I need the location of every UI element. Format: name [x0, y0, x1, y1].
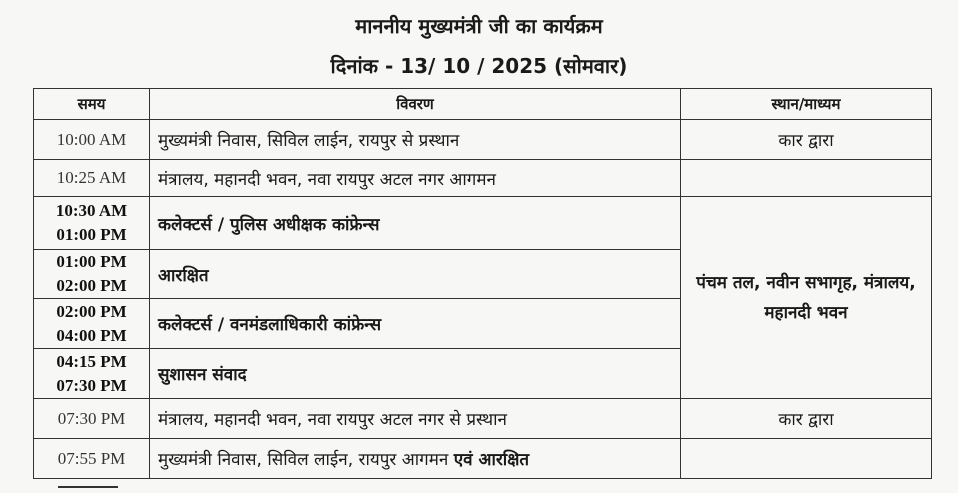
table-row — [34, 160, 932, 197]
description-cell: कलेक्टर्स / वनमंडलाधिकारी कांफ्रेन्स — [150, 299, 681, 349]
time-cell: 01:00 PM 02:00 PM — [34, 250, 150, 299]
table-row — [34, 120, 932, 160]
place-cell: पंचम तल, नवीन सभागृह, मंत्रालय, महानदी भवन — [681, 197, 932, 399]
description-cell: मंत्रालय, महानदी भवन, नवा रायपुर अटल नगर से प्रस्थान — [150, 399, 681, 439]
description-cell: सुशासन संवाद — [150, 349, 681, 399]
table-row — [34, 197, 932, 250]
time-cell: 07:55 PM — [34, 439, 150, 479]
time-cell: 10:25 AM — [34, 160, 150, 197]
place-cell: कार द्वारा — [681, 120, 932, 160]
place-cell: कार द्वारा — [681, 399, 932, 439]
footer-fragment — [58, 486, 118, 491]
time-cell: 10:00 AM — [34, 120, 150, 160]
schedule-date: दिनांक - 13/ 10 / 2025 (सोमवार) — [330, 54, 628, 78]
place-cell — [681, 439, 932, 479]
time-cell: 02:00 PM 04:00 PM — [34, 299, 150, 349]
header-place: स्थान/माध्यम — [681, 89, 932, 120]
description-cell: मुख्यमंत्री निवास, सिविल लाईन, रायपुर आगमन एवं आरक्षित — [150, 439, 681, 479]
time-cell: 07:30 PM — [34, 399, 150, 439]
description-cell: मंत्रालय, महानदी भवन, नवा रायपुर अटल नगर आगमन — [150, 160, 681, 197]
place-cell — [681, 160, 932, 197]
table-row — [34, 399, 932, 439]
header-description: विवरण — [150, 89, 681, 120]
description-cell: कलेक्टर्स / पुलिस अधीक्षक कांफ्रेन्स — [150, 197, 681, 250]
schedule-title: माननीय मुख्यमंत्री जी का कार्यक्रम — [355, 14, 603, 38]
description-cell: मुख्यमंत्री निवास, सिविल लाईन, रायपुर से प्रस्थान — [150, 120, 681, 160]
table-row — [34, 439, 932, 479]
time-cell: 10:30 AM 01:00 PM — [34, 197, 150, 250]
description-cell: आरक्षित — [150, 250, 681, 299]
table-header-row — [34, 89, 932, 120]
header-time: समय — [34, 89, 150, 120]
time-cell: 04:15 PM 07:30 PM — [34, 349, 150, 399]
schedule-table — [33, 88, 932, 479]
